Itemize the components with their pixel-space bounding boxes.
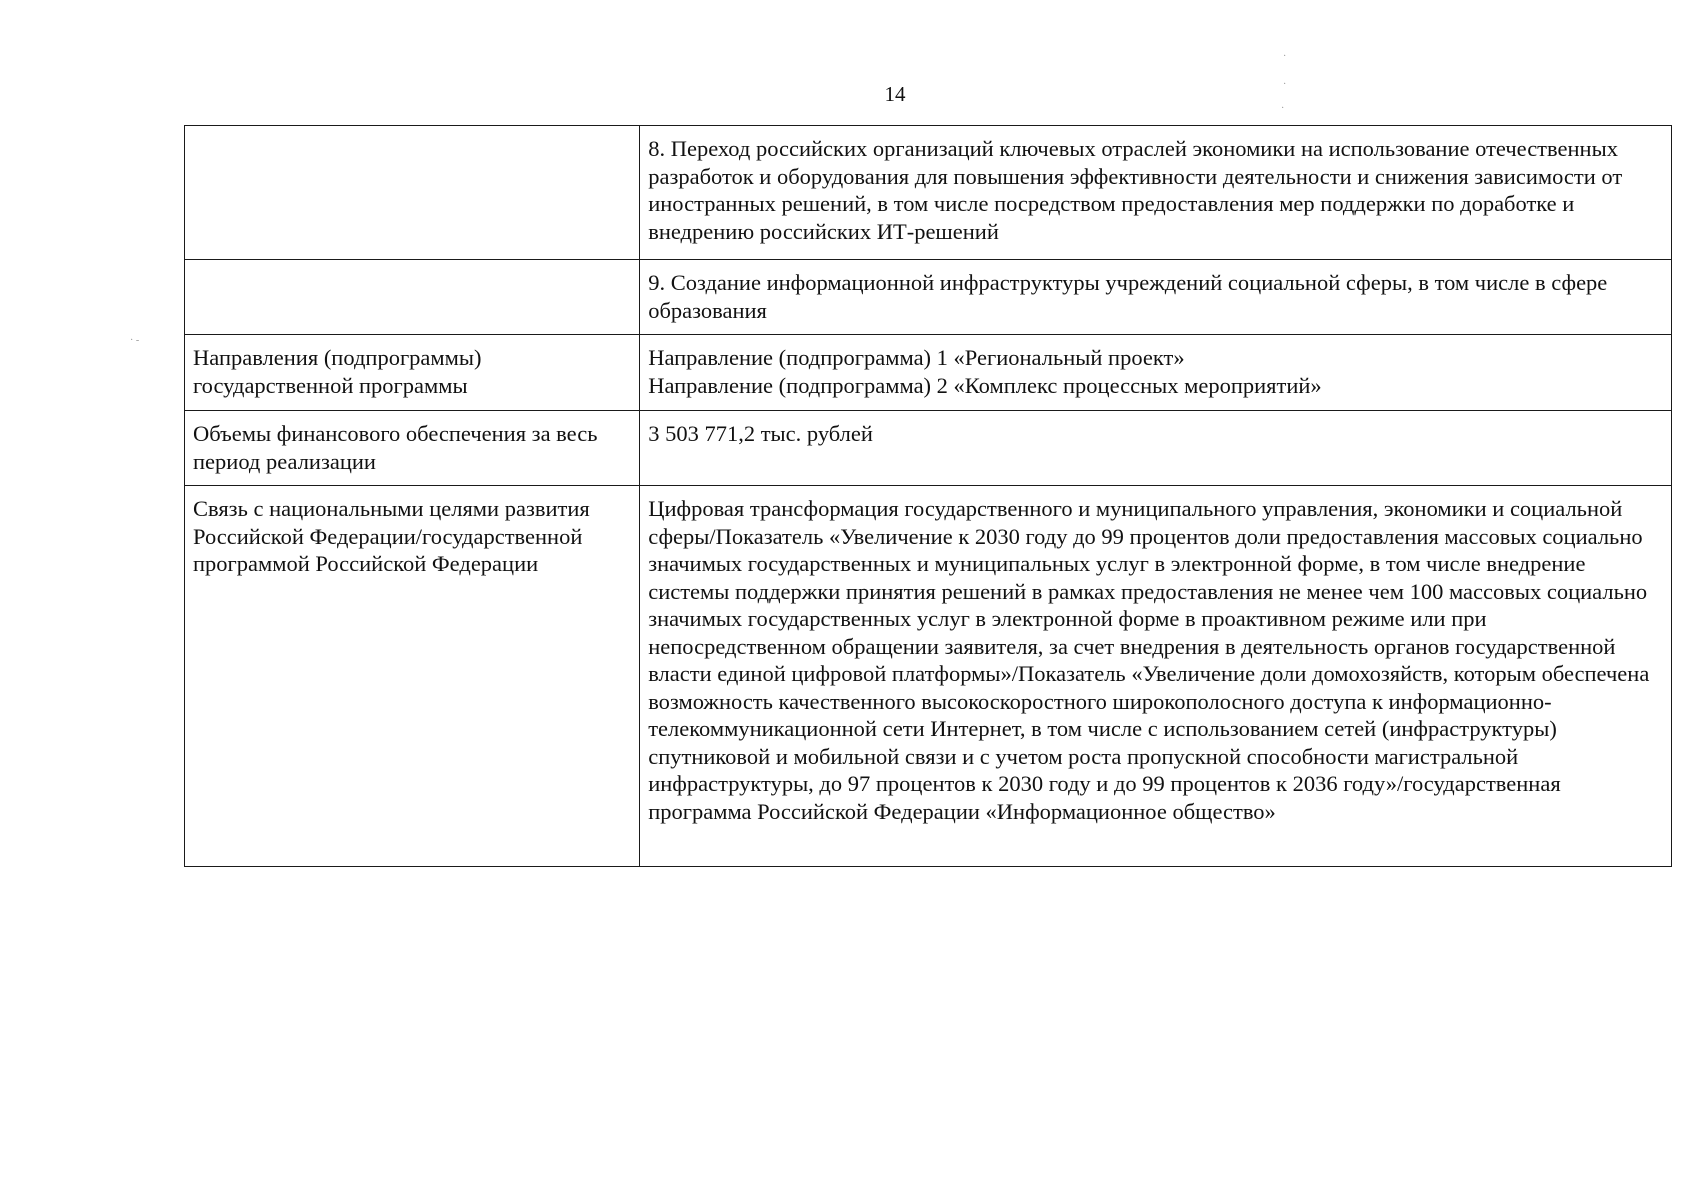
table-row xyxy=(185,260,1672,335)
scan-speck: · xyxy=(1283,79,1287,90)
table-cell-value: 9. Создание информационной инфраструктуры учреждений социальной сферы, в том числе в сфере образования xyxy=(640,260,1672,335)
direction-line: Направление (подпрограмма) 1 «Региональный проект» xyxy=(648,345,1185,370)
table-row xyxy=(185,411,1672,486)
table-row xyxy=(185,335,1672,411)
table-cell-value: Цифровая трансформация государственного и муниципального управления, экономики и социальной сферы/Показатель «Увеличение к 2030 году до 99 процентов доли предоставления массовых социально значимых государственных и муниципальных услуг в электронной форме, в том числе внедрение системы поддержки принятия решений в рамках предоставления не менее чем 100 массовых социально значимых государственных услуг в электронной форме в проактивном режиме или при непосредственном обращении заявителя, за счет внедрения в деятельность органов государственной власти единой цифровой платформы»/Показатель «Увеличение доли домохозяйств, которым обеспечена возможность качественного высокоскоростного широкополосного доступа к информационно-телекоммуникационной сети Интернет, в том числе с использованием сетей (инфраструктуры) спутниковой и мобильной связи и с учетом роста пропускной способности магистральной инфраструктуры, до 97 процентов к 2030 году и до 99 процентов к 2036 году»/государственная программа Российской Федерации «Информационное общество» xyxy=(640,486,1672,867)
table-cell-label: Объемы финансового обеспечения за весь период реализации xyxy=(185,411,640,486)
passport-table xyxy=(184,125,1672,867)
table-cell-value: 3 503 771,2 тыс. рублей xyxy=(640,411,1672,486)
table-cell-value: 8. Переход российских организаций ключевых отраслей экономики на использование отечественных разработок и оборудования для повышения эффективности деятельности и снижения зависимости от иностранных решений, в том числе посредством предоставления мер поддержки по доработке и внедрению российских ИТ-решений xyxy=(640,126,1672,260)
table-cell-label: Связь с национальными целями развития Российской Федерации/государственной программой Российской Федерации xyxy=(185,486,640,867)
scan-speck: · xyxy=(1281,103,1285,114)
table-row xyxy=(185,126,1672,260)
scan-speck: · - xyxy=(130,335,140,346)
scan-speck: · xyxy=(1283,51,1287,62)
table-cell-label: Направления (подпрограммы) государственной программы xyxy=(185,335,640,411)
table-row xyxy=(185,486,1672,867)
table-cell-label xyxy=(185,126,640,260)
table-cell-value xyxy=(640,335,1672,411)
direction-line: Направление (подпрограмма) 2 «Комплекс процессных мероприятий» xyxy=(648,372,1322,398)
table-cell-label xyxy=(185,260,640,335)
page-number: 14 xyxy=(884,82,906,106)
